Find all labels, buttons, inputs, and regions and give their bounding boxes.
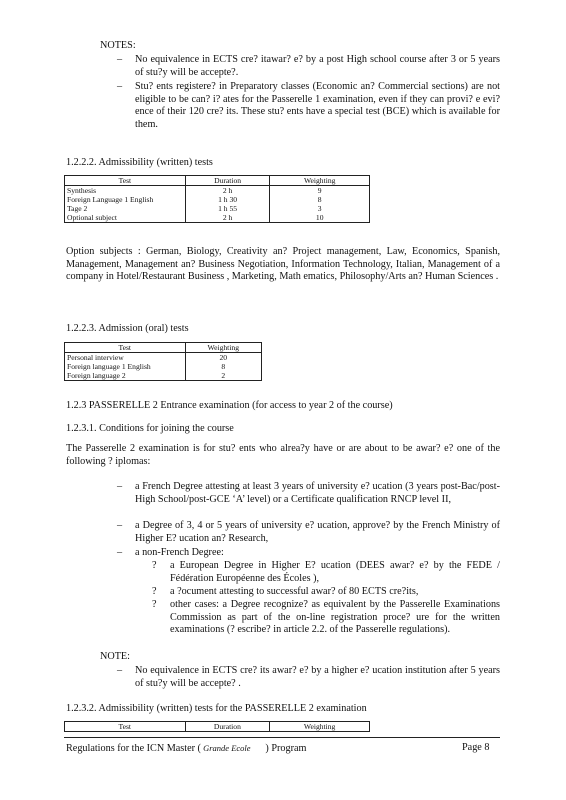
table-header-cell: Weighting bbox=[270, 176, 370, 186]
table-cell: Foreign language 1 English bbox=[65, 362, 186, 371]
table-cell: 20 bbox=[185, 353, 261, 363]
sub-list-item: a ?ocument attesting to successful awar? of 80 ECTS cre?its, bbox=[170, 586, 419, 597]
section-heading: 1.2.2.2. Admissibility (written) tests bbox=[66, 157, 213, 168]
table-cell: Synthesis bbox=[65, 186, 186, 196]
written-tests-table bbox=[64, 175, 370, 223]
table-cell: 2 bbox=[185, 371, 261, 381]
note-item: Stu? ents registere? in Preparatory classes (Economic an? Commercial sections) are not eligible to be can? i? ates for the Passerelle 1 examination, even if they can provi? e evi? ence of their 120 cre? its. These stu? ents have a special test (BCE) which is available for them. bbox=[135, 81, 500, 130]
note-title: NOTE: bbox=[100, 651, 130, 662]
table-row bbox=[65, 213, 370, 223]
note-item: No equivalence in ECTS cre? its awar? e? by a higher e? ucation institution after 5 years of stu?y will be accepte? . bbox=[135, 665, 500, 689]
bullet-question: ? bbox=[152, 560, 157, 571]
table-header-row bbox=[65, 722, 370, 732]
bullet-dash: – bbox=[117, 547, 123, 558]
table-cell: 1 h 30 bbox=[185, 195, 270, 204]
passerelle2-written-tests-table bbox=[64, 721, 370, 732]
table-cell: 10 bbox=[270, 213, 370, 223]
option-subjects-text: Option subjects : German, Biology, Creativity an? Project management, Law, Economics, Spanish, Management, Management an? Business Negotiation, Information Technology, Italian, Management of a company in Hotel/Restaurant Business , Marketing, Math ematics, Philosophy/Arts an? Human Sciences . bbox=[66, 246, 500, 282]
table-cell: Tage 2 bbox=[65, 204, 186, 213]
section-heading: 1.2.3.2. Admissibility (written) tests for the PASSERELLE 2 examination bbox=[66, 703, 367, 714]
table-row bbox=[65, 204, 370, 213]
section-heading: 1.2.3 PASSERELLE 2 Entrance examination (for access to year 2 of the course) bbox=[66, 400, 393, 411]
table-header-cell: Weighting bbox=[185, 343, 261, 353]
list-item: a Degree of 3, 4 or 5 years of university e? ucation, approve? by the French Ministry of Higher E? ucation an? Research, bbox=[135, 520, 500, 544]
notes-title: NOTES: bbox=[100, 40, 136, 51]
bullet-dash: – bbox=[117, 81, 123, 92]
table-cell: 8 bbox=[270, 195, 370, 204]
table-header-cell: Test bbox=[65, 343, 186, 353]
table-header-cell: Test bbox=[65, 722, 186, 732]
footer-title-italic: Grande Ecole bbox=[200, 743, 253, 753]
table-cell: 2 h bbox=[185, 186, 270, 196]
footer-divider bbox=[64, 737, 500, 738]
table-cell: Personal interview bbox=[65, 353, 186, 363]
table-cell: Optional subject bbox=[65, 213, 186, 223]
table-row bbox=[65, 371, 262, 381]
table-row bbox=[65, 195, 370, 204]
table-row bbox=[65, 186, 370, 196]
list-item: a French Degree attesting at least 3 years of university e? ucation (3 years post-Bac/post-High School/post-GCE ‘A’ level) or a Certificate qualification RNCP level II, bbox=[135, 481, 500, 505]
table-header-cell: Weighting bbox=[270, 722, 370, 732]
table-header-row bbox=[65, 343, 262, 353]
section-heading: 1.2.2.3. Admission (oral) tests bbox=[66, 323, 189, 334]
table-cell: 8 bbox=[185, 362, 261, 371]
table-cell: 9 bbox=[270, 186, 370, 196]
sub-list-item: other cases: a Degree recognize? as equivalent by the Passerelle Examinations Commission as part of the on-line registration proce? ure for the written examinations (? escribe? in article 2.2. of the Passerelle regulations). bbox=[170, 599, 500, 635]
page-number: Page 8 bbox=[462, 742, 490, 753]
table-cell: 2 h bbox=[185, 213, 270, 223]
list-item: a non-French Degree: bbox=[135, 547, 224, 558]
bullet-dash: – bbox=[117, 481, 123, 492]
table-cell: Foreign language 2 bbox=[65, 371, 186, 381]
intro-paragraph: The Passerelle 2 examination is for stu? ents who alrea?y have or are about to be awar? e? one of the following ? iplomas: bbox=[66, 443, 500, 467]
sub-list-item: a European Degree in Higher E? ucation (DEES awar? e? by the FEDE / Fédération Européenne des Écoles ), bbox=[170, 560, 500, 584]
bullet-dash: – bbox=[117, 54, 123, 65]
table-header-cell: Duration bbox=[185, 176, 270, 186]
table-cell: 1 h 55 bbox=[185, 204, 270, 213]
footer-title bbox=[66, 742, 306, 756]
table-cell: 3 bbox=[270, 204, 370, 213]
footer-title-suffix: ) Program bbox=[252, 743, 307, 754]
section-heading: 1.2.3.1. Conditions for joining the course bbox=[66, 423, 234, 434]
table-cell: Foreign Language 1 English bbox=[65, 195, 186, 204]
oral-tests-table bbox=[64, 342, 262, 381]
table-header-row bbox=[65, 176, 370, 186]
bullet-dash: – bbox=[117, 520, 123, 531]
note-item: No equivalence in ECTS cre? itawar? e? by a post High school course after 3 or 5 years of stu?y will be accepte?. bbox=[135, 54, 500, 78]
footer-title-prefix: Regulations for the ICN Master ( bbox=[66, 743, 201, 754]
table-row bbox=[65, 353, 262, 363]
table-header-cell: Test bbox=[65, 176, 186, 186]
bullet-question: ? bbox=[152, 599, 157, 610]
table-row bbox=[65, 362, 262, 371]
table-header-cell: Duration bbox=[185, 722, 270, 732]
bullet-question: ? bbox=[152, 586, 157, 597]
bullet-dash: – bbox=[117, 665, 123, 676]
